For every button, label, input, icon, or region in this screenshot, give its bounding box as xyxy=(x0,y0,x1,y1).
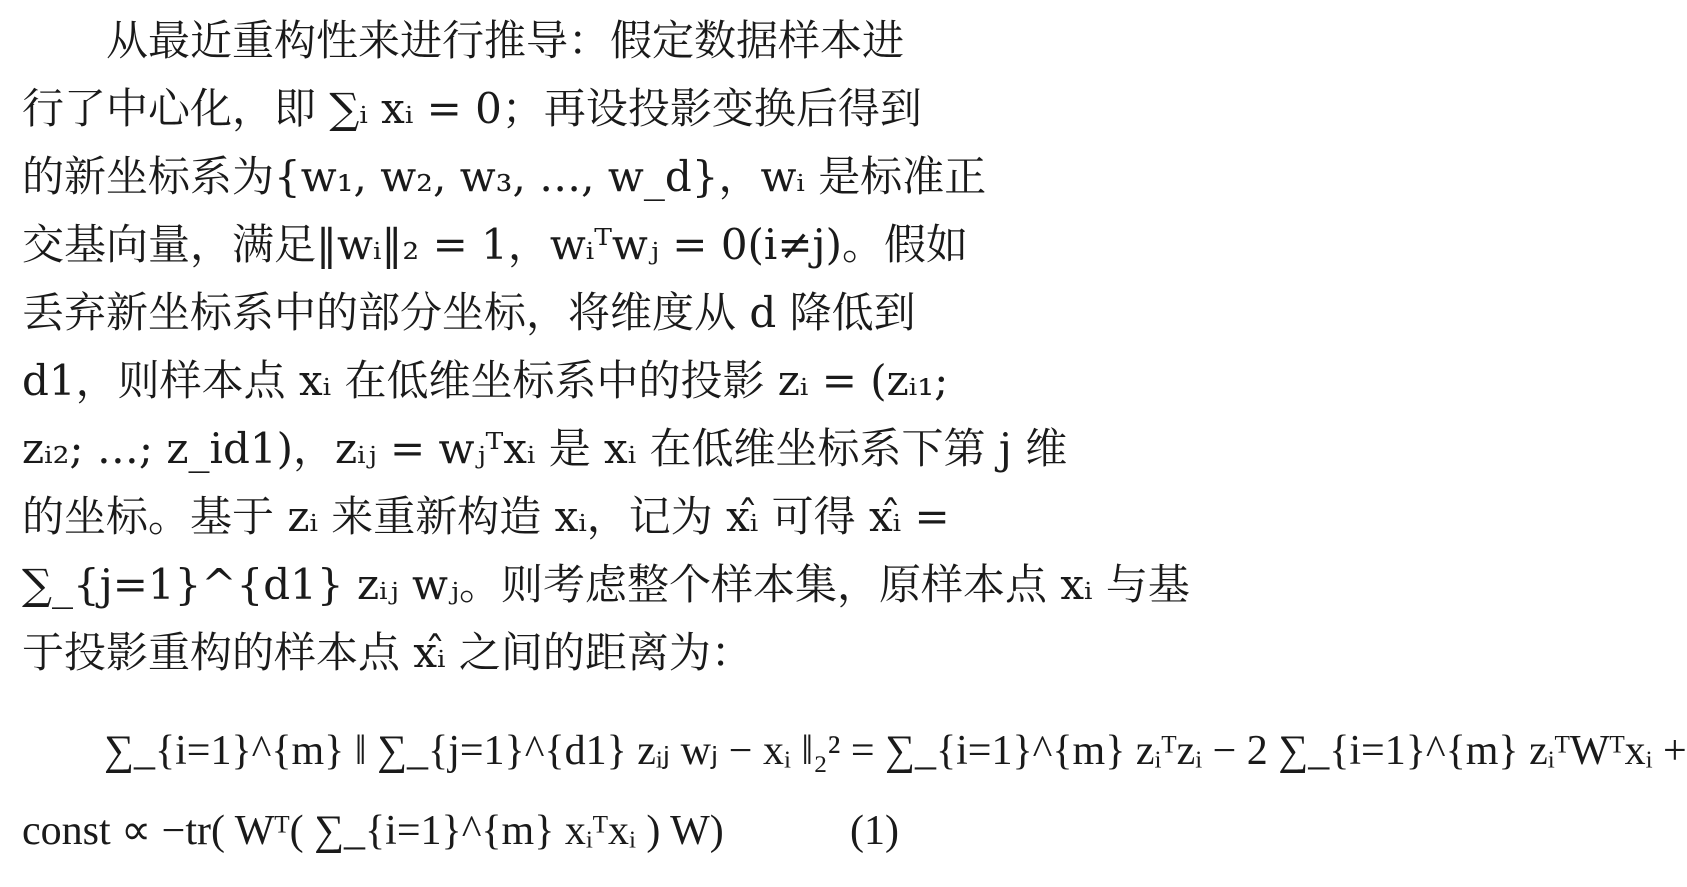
paragraph-line-10: 于投影重构的样本点 xᵢ̂ 之间的距离为： xyxy=(22,628,753,677)
equation-number: (1) xyxy=(850,808,899,854)
paragraph-line-1: 从最近重构性来进行推导：假定数据样本进 xyxy=(22,16,905,65)
paragraph-line-6: d1，则样本点 xᵢ 在低维坐标系中的投影 zᵢ = (zᵢ₁; xyxy=(22,356,949,405)
equation-line-1: ∑_{i=1}^{m} ‖ ∑_{j=1}^{d1} zᵢⱼ wⱼ − xᵢ ‖₂² = ∑_{i=1}^{m} zᵢᵀzᵢ − 2 ∑_{i=1}^{m} zᵢᵀWᵀxᵢ + xyxy=(104,728,1687,774)
paragraph-line-8: 的坐标。基于 zᵢ 来重新构造 xᵢ，记为 xᵢ̂ 可得 xᵢ̂ = xyxy=(22,492,950,541)
paragraph-line-4: 交基向量，满足‖wᵢ‖₂ = 1，wᵢᵀwⱼ = 0(i≠j)。假如 xyxy=(22,220,968,269)
equation-line-2: const ∝ −tr( Wᵀ( ∑_{i=1}^{m} xᵢᵀxᵢ ) W) xyxy=(22,808,724,854)
paragraph-line-2: 行了中心化，即 ∑ᵢ xᵢ = 0；再设投影变换后得到 xyxy=(22,84,922,133)
paragraph-line-5: 丢弃新坐标系中的部分坐标，将维度从 d 降低到 xyxy=(22,288,916,337)
paragraph-line-3: 的新坐标系为{w₁, w₂, w₃, …, w_d}，wᵢ 是标准正 xyxy=(22,152,987,201)
paragraph-line-7: zᵢ₂; …; z_id1)，zᵢⱼ = wⱼᵀxᵢ 是 xᵢ 在低维坐标系下第 j 维 xyxy=(22,424,1068,473)
paragraph-line-9: ∑_{j=1}^{d1} zᵢⱼ wⱼ。则考虑整个样本集，原样本点 xᵢ 与基 xyxy=(22,560,1190,609)
